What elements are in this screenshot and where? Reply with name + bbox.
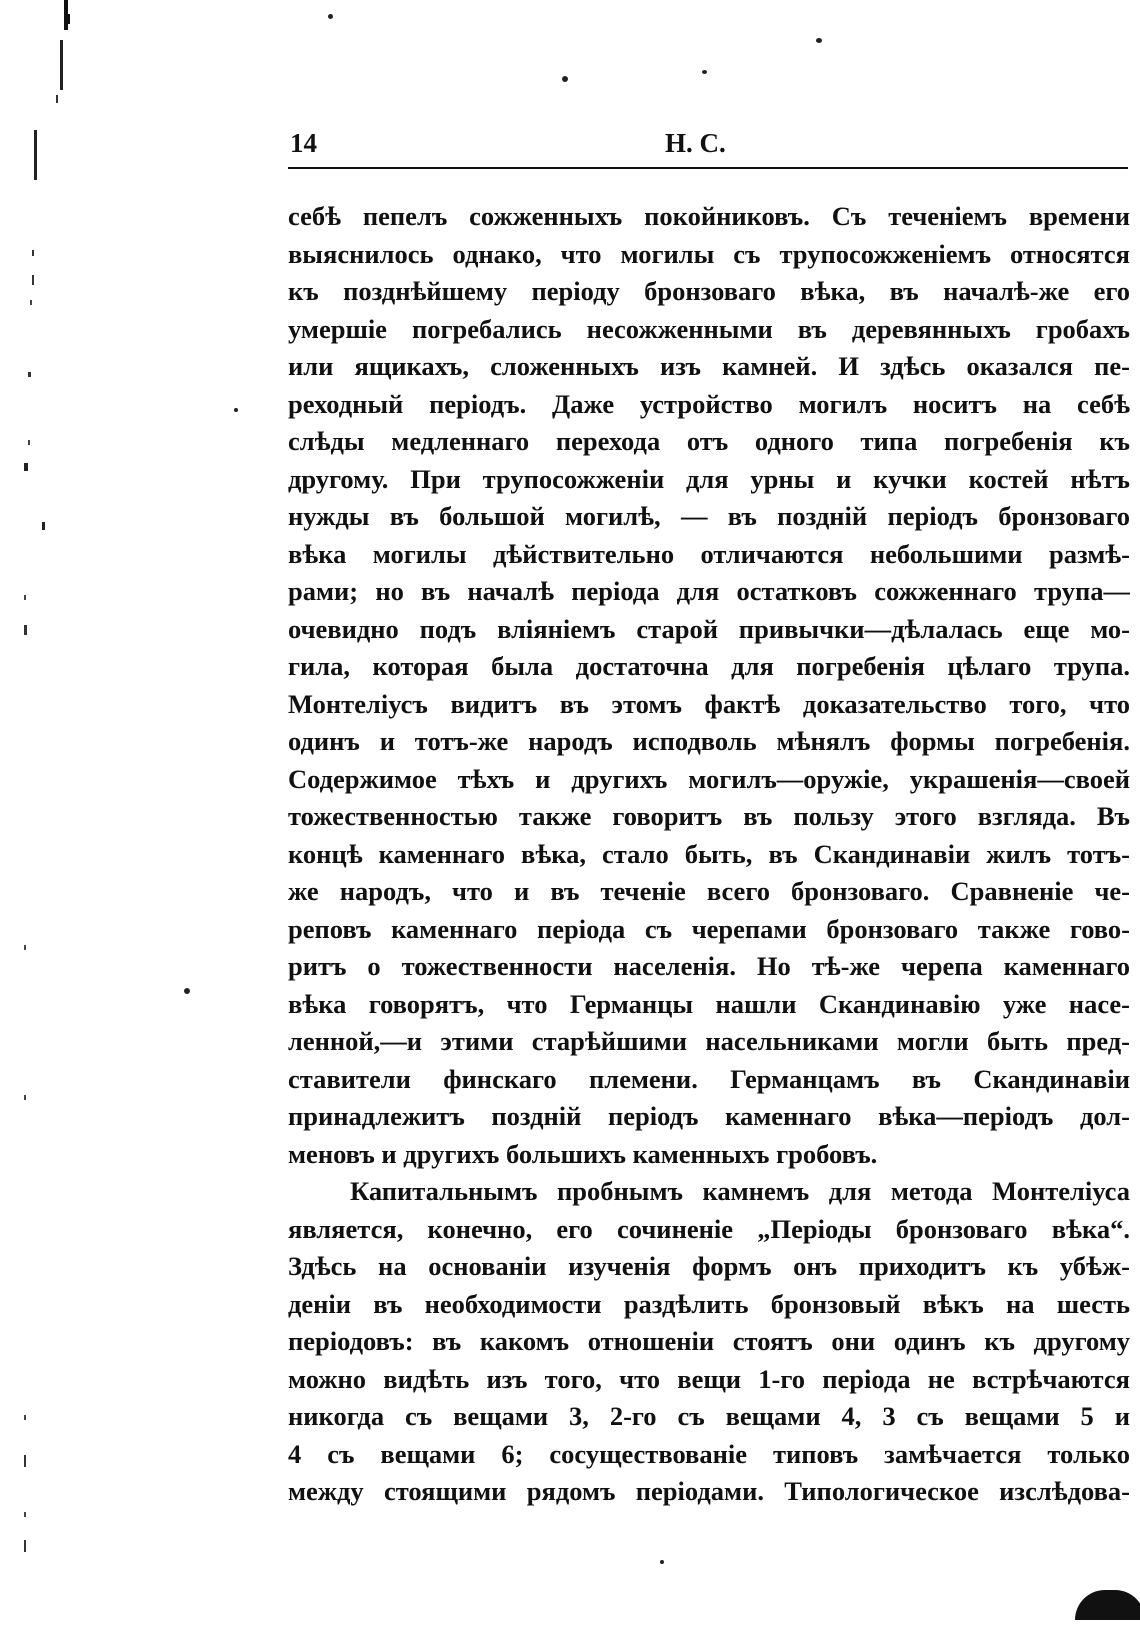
text-line: періодовъ: въ какомъ отношеніи стоятъ они одинъ къ другому	[288, 1326, 1130, 1356]
text-line: одинъ и тотъ-же народъ исподволь мѣнялъ формы погребенія.	[288, 726, 1130, 756]
scan-margin-artifacts	[20, 0, 90, 1631]
text-line: къ позднѣйшему періоду бронзоваго вѣка, въ началѣ-же его	[288, 276, 1130, 306]
body-text	[288, 198, 1130, 1511]
text-line: меновъ и другихъ большихъ каменныхъ гробовъ.	[288, 1138, 878, 1169]
text-line: ритъ о тожественности населенія. Но тѣ-же черепа каменнаго	[288, 951, 1130, 981]
text-line: является, конечно, его сочиненіе „Періоды бронзоваго вѣка“.	[288, 1213, 1130, 1244]
scan-speck	[562, 76, 568, 82]
text-line: или ящикахъ, сложенныхъ изъ камней. И здѣсь оказался пе-	[288, 351, 1130, 381]
scan-speck	[702, 70, 707, 74]
header-rule	[288, 167, 1128, 169]
text-line: никогда съ вещами 3, 2-го съ вещами 4, 3 съ вещами 5 и	[288, 1401, 1130, 1431]
text-line: 4 съ вещами 6; сосуществованіе типовъ замѣчается только	[288, 1438, 1130, 1469]
scan-speck	[234, 408, 238, 412]
text-line: между стоящими рядомъ періодами. Типологическое изслѣдова-	[288, 1476, 1130, 1506]
text-line: очевидно подъ вліяніемъ старой привычки—дѣлалась еще мо-	[288, 613, 1130, 644]
text-line: реповъ каменнаго періода съ черепами бронзоваго также гово-	[288, 913, 1130, 944]
text-line: слѣды медленнаго перехода отъ одного типа погребенія къ	[288, 426, 1130, 456]
text-line: деніи въ необходимости раздѣлить бронзовый вѣкъ на шесть	[288, 1288, 1130, 1319]
text-line: Здѣсь на основаніи изученія формъ онъ приходитъ къ убѣж-	[288, 1251, 1130, 1281]
scan-speck	[184, 988, 190, 994]
text-line: другому. При трупосожженіи для урны и кучки костей нѣтъ	[288, 463, 1130, 494]
text-line: нужды въ большой могилѣ, — въ поздній періодъ бронзоваго	[288, 501, 1130, 531]
text-line: Капитальнымъ пробнымъ камнемъ для метода Монтеліуса	[350, 1176, 1130, 1206]
text-line: себѣ пепелъ сожженныхъ покойниковъ. Съ теченіемъ времени	[288, 201, 1130, 231]
running-head: Н. С.	[665, 128, 726, 158]
scan-speck	[816, 38, 822, 43]
text-line: Содержимое тѣхъ и другихъ могилъ—оружіе, украшенія—своей	[288, 763, 1130, 794]
text-line: Монтеліусъ видитъ въ этомъ фактѣ доказательство того, что	[288, 688, 1130, 719]
paragraph	[288, 1173, 1130, 1511]
text-line: гила, которая была достаточна для погребенія цѣлаго трупа.	[288, 651, 1130, 681]
text-line: концѣ каменнаго вѣка, стало быть, въ Скандинавіи жилъ тотъ-	[288, 838, 1130, 869]
text-line: выяснилось однако, что могилы съ трупосожженіемъ относятся	[288, 238, 1130, 269]
text-line: можно видѣть изъ того, что вещи 1-го періода не встрѣчаются	[288, 1363, 1130, 1394]
text-line: же народъ, что и въ теченіе всего бронзоваго. Сравненіе че-	[288, 876, 1130, 906]
text-line: принадлежитъ поздній періодъ каменнаго вѣка—періодъ дол-	[288, 1101, 1130, 1131]
text-line: вѣка могилы дѣйствительно отличаются небольшими размѣ-	[288, 538, 1130, 569]
text-line: ленной,—и этими старѣйшими насельниками могли быть пред-	[288, 1026, 1130, 1056]
scan-speck	[660, 1560, 664, 1564]
text-line: ставители финскаго племени. Германцамъ въ Скандинавіи	[288, 1063, 1130, 1094]
paragraph	[288, 198, 1130, 1173]
text-line: умершіе погребались несожженными въ деревянныхъ гробахъ	[288, 313, 1130, 344]
text-line: тожественностью также говоритъ въ пользу этого взгляда. Въ	[288, 801, 1130, 831]
text-line: вѣка говорятъ, что Германцы нашли Скандинавію уже насе-	[288, 988, 1130, 1019]
text-line: реходный періодъ. Даже устройство могилъ носитъ на себѣ	[288, 388, 1130, 419]
scan-speck	[328, 14, 333, 19]
scan-corner-blot	[1075, 1590, 1140, 1620]
text-line: рами; но въ началѣ періода для остатковъ сожженнаго трупа—	[288, 576, 1130, 606]
page-header	[290, 128, 1128, 168]
page-number: 14	[290, 128, 317, 158]
